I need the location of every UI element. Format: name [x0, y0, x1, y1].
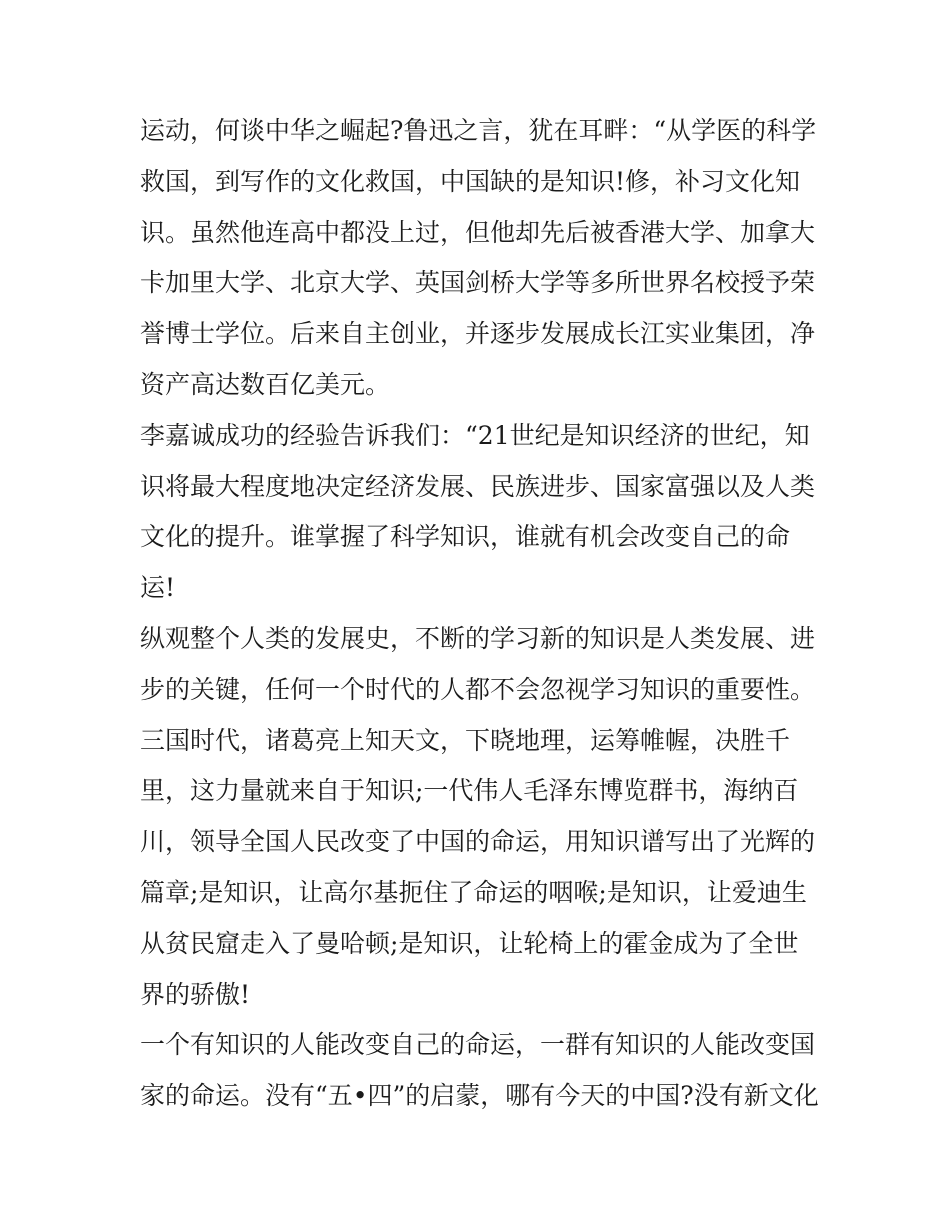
text-line: 资产高达数百亿美元。: [140, 369, 391, 399]
text-line: 从贫民窟走入了曼哈顿;是知识，让轮椅上的霍金成为了全世: [140, 928, 799, 958]
text-line: 一个有知识的人能改变自己的命运，一群有知识的人能改变国: [140, 1030, 816, 1060]
text-line: 纵观整个人类的发展史，不断的学习新的知识是人类发展、进: [140, 623, 816, 653]
text-line: 救国，到写作的文化救国，中国缺的是知识!修，补习文化知: [140, 166, 801, 196]
text-line: 识将最大程度地决定经济发展、民族进步、国家富强以及人类: [140, 471, 816, 501]
text-line: 篇章;是知识，让高尔基扼住了命运的咽喉;是知识，让爱迪生: [140, 877, 807, 907]
text-line: 川，领导全国人民改变了中国的命运，用知识谱写出了光辉的: [140, 827, 816, 857]
text-line: 卡加里大学、北京大学、英国剑桥大学等多所世界名校授予荣: [140, 268, 816, 298]
text-line: 识。虽然他连高中都没上过，但他却先后被香港大学、加拿大: [140, 217, 816, 247]
text-line: 界的骄傲!: [140, 979, 251, 1009]
text-line: 李嘉诚成功的经验告诉我们：“21世纪是知识经济的世纪，知: [140, 420, 810, 450]
text-line: 运!: [140, 573, 176, 603]
paragraph-1: [140, 106, 820, 411]
text-line: 运动，何谈中华之崛起?鲁迅之言，犹在耳畔：“从学医的科学: [140, 116, 817, 145]
text-line: 家的命运。没有“五•四”的启蒙，哪有今天的中国?没有新文化: [140, 1081, 819, 1111]
text-line: 三国时代，诸葛亮上知天文，下晓地理，运筹帷幄，决胜千: [140, 725, 791, 755]
document-body: [140, 106, 820, 1122]
text-line: 文化的提升。谁掌握了科学知识，谁就有机会改变自己的命: [140, 522, 791, 552]
paragraph-2: [140, 411, 820, 614]
text-line: 誉博士学位。后来自主创业，并逐步发展成长江实业集团，净: [140, 319, 816, 349]
paragraph-3: [140, 614, 820, 1020]
paragraph-4: [140, 1020, 820, 1122]
text-line: 里，这力量就来自于知识;一代伟人毛泽东博览群书，海纳百: [140, 776, 799, 806]
text-line: 步的关键，任何一个时代的人都不会忽视学习知识的重要性。: [140, 674, 816, 704]
